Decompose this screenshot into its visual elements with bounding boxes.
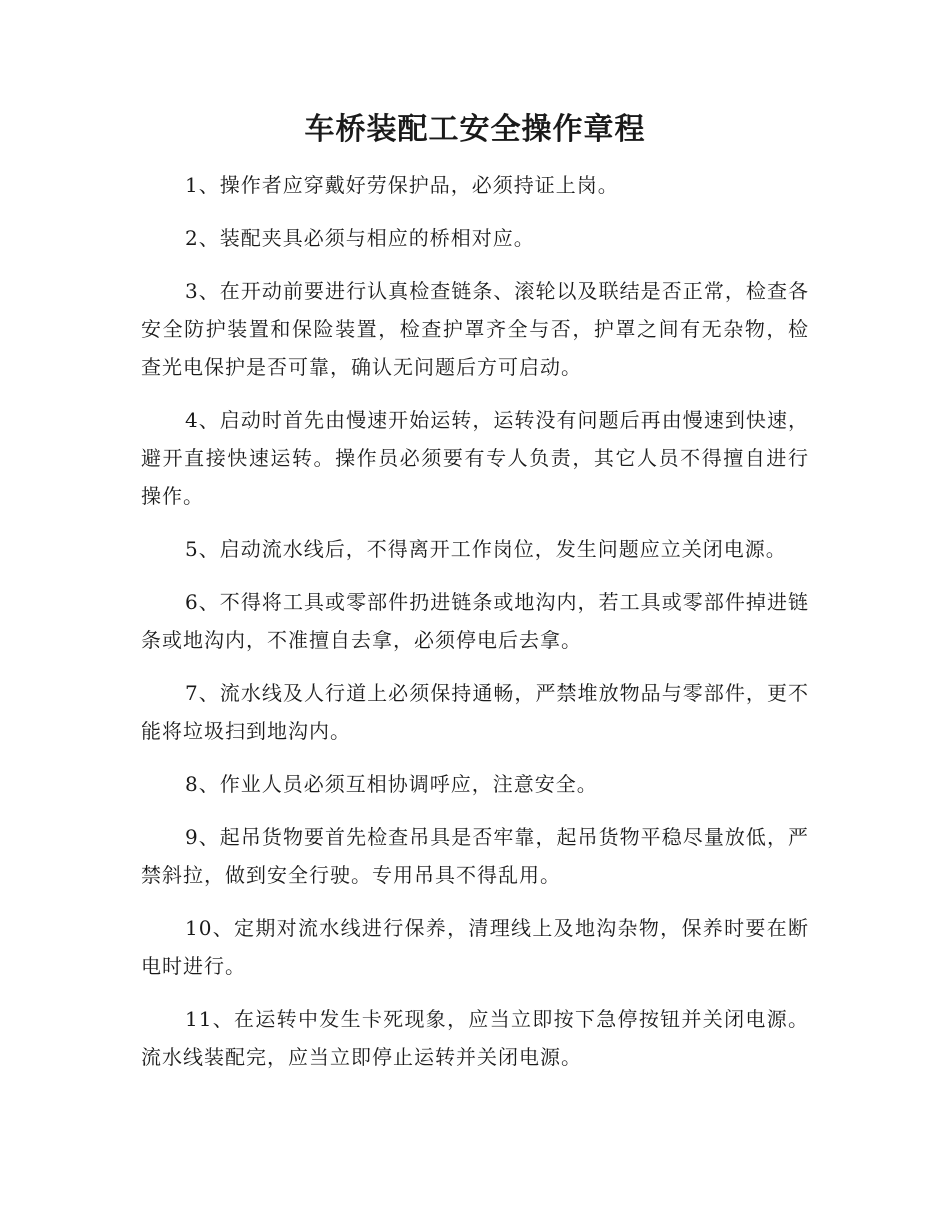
paragraph-10: 10、定期对流水线进行保养，清理线上及地沟杂物，保养时要在断电时进行。 <box>141 916 809 978</box>
paragraph-2: 2、装配夹具必须与相应的桥相对应。 <box>185 226 535 250</box>
paragraph-6: 6、不得将工具或零部件扔进链条或地沟内，若工具或零部件掉进链条或地沟内，不准擅自去拿，必须停电后去拿。 <box>141 590 809 652</box>
paragraph-4: 4、启动时首先由慢速开始运转，运转没有问题后再由慢速到快速，避开直接快速运转。操作员必须要有专人负责，其它人员不得擅自进行操作。 <box>141 408 809 508</box>
document-body <box>141 166 809 1091</box>
paragraph-7: 7、流水线及人行道上必须保持通畅，严禁堆放物品与零部件，更不能将垃圾扫到地沟内。 <box>141 681 809 743</box>
paragraph-9: 9、起吊货物要首先检查吊具是否牢靠，起吊货物平稳尽量放低，严禁斜拉，做到安全行驶。专用吊具不得乱用。 <box>141 825 809 887</box>
paragraph-5: 5、启动流水线后，不得离开工作岗位，发生问题应立关闭电源。 <box>185 537 787 561</box>
paragraph-1: 1、操作者应穿戴好劳保护品，必须持证上岗。 <box>185 173 619 197</box>
paragraph-11: 11、在运转中发生卡死现象，应当立即按下急停按钮并关闭电源。流水线装配完，应当立即停止运转并关闭电源。 <box>141 1007 809 1069</box>
paragraph-3: 3、在开动前要进行认真检查链条、滚轮以及联结是否正常，检查各安全防护装置和保险装置，检查护罩齐全与否，护罩之间有无杂物，检查光电保护是否可靠，确认无问题后方可启动。 <box>141 279 809 379</box>
document-title: 车桥装配工安全操作章程 <box>304 112 646 147</box>
paragraph-8: 8、作业人员必须互相协调呼应，注意安全。 <box>185 772 598 796</box>
